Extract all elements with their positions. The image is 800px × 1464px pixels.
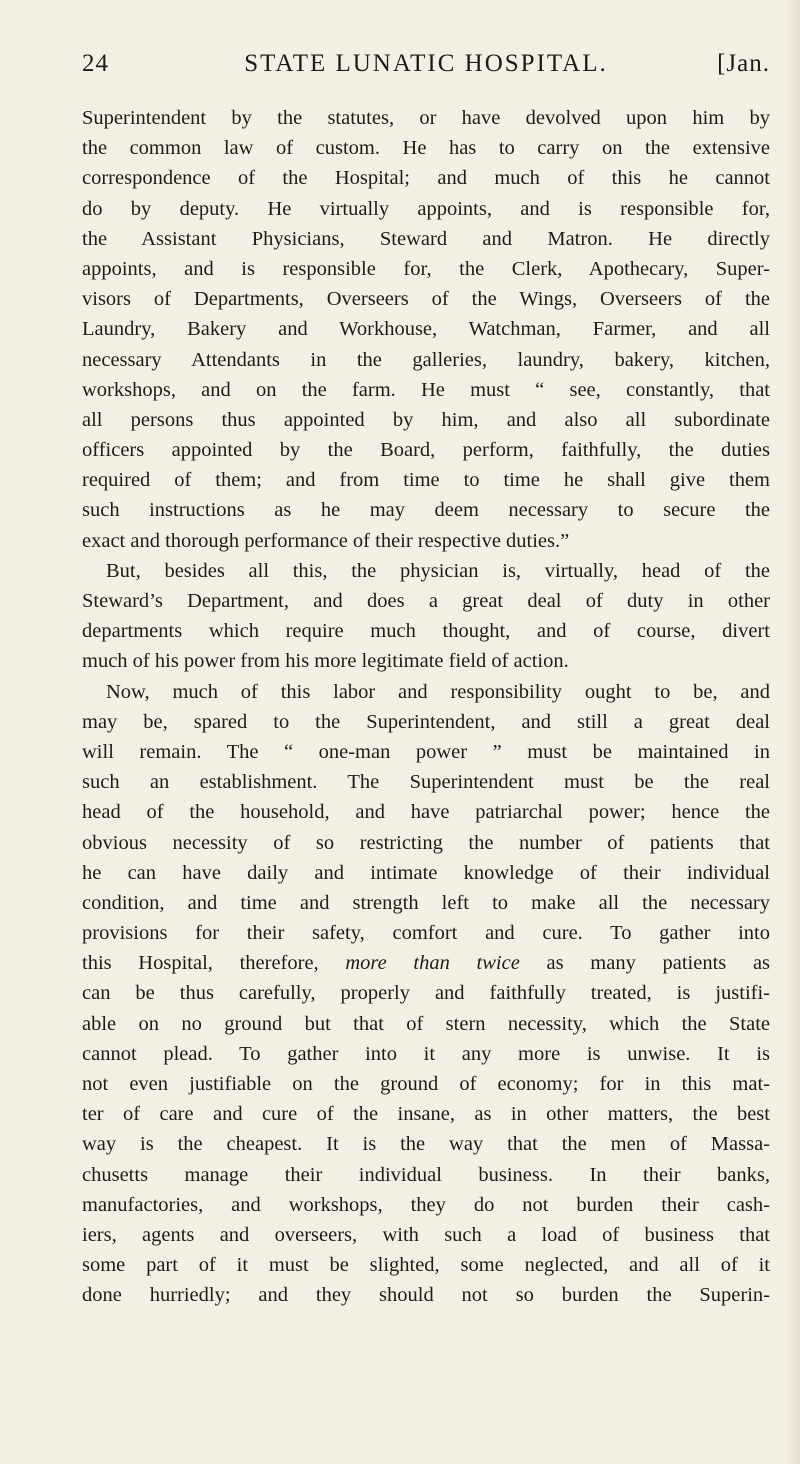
text-line: provisions for their safety, comfort and cure. To gather into bbox=[82, 922, 770, 945]
text-line: iers, agents and overseers, with such a load of business that bbox=[82, 1223, 770, 1246]
text-line: Now, much of this labor and responsibility ought to be, and bbox=[106, 680, 770, 703]
text-line: cannot plead. To gather into it any more is unwise. It is bbox=[82, 1042, 770, 1065]
text-line: will remain. The “ one-man power ” must be maintained in bbox=[82, 740, 770, 763]
text-line: ter of care and cure of the insane, as in other matters, the best bbox=[82, 1103, 770, 1126]
text-line: Laundry, Bakery and Workhouse, Watchman, Farmer, and all bbox=[82, 318, 770, 341]
text-line: can be thus carefully, properly and faithfully treated, is justifi- bbox=[82, 982, 770, 1005]
text-line: officers appointed by the Board, perform, faithfully, the duties bbox=[82, 439, 770, 462]
text-line: manufactories, and workshops, they do not burden their cash- bbox=[82, 1193, 770, 1216]
text-line: the common law of custom. He has to carry on the extensive bbox=[82, 137, 770, 160]
text-line: do by deputy. He virtually appoints, and is responsible for, bbox=[82, 197, 770, 220]
text-line: exact and thorough performance of their respective duties.” bbox=[82, 529, 570, 552]
text-line: But, besides all this, the physician is, virtually, head of the bbox=[106, 559, 770, 582]
text-line: all persons thus appointed by him, and also all subordinate bbox=[82, 408, 770, 431]
text-line: appoints, and is responsible for, the Clerk, Apothecary, Super- bbox=[82, 257, 770, 280]
text-line: able on no ground but that of stern necessity, which the State bbox=[82, 1012, 770, 1035]
date-mark: [Jan. bbox=[717, 50, 770, 77]
page-number: 24 bbox=[82, 50, 109, 77]
text-line-with-italic bbox=[82, 948, 770, 978]
running-title: STATE LUNATIC HOSPITAL. bbox=[244, 50, 608, 77]
text-line: he can have daily and intimate knowledge of their individual bbox=[82, 861, 770, 884]
text-line: head of the household, and have patriarchal power; hence the bbox=[82, 801, 770, 824]
text-line: necessary Attendants in the galleries, laundry, bakery, kitchen, bbox=[82, 348, 770, 371]
text-line: visors of Departments, Overseers of the Wings, Overseers of the bbox=[82, 288, 770, 311]
text-line: required of them; and from time to time he shall give them bbox=[82, 469, 770, 492]
text-line: such instructions as he may deem necessary to secure the bbox=[82, 499, 770, 522]
text-line: correspondence of the Hospital; and much of this he cannot bbox=[82, 167, 770, 190]
text-line: much of his power from his more legitimate field of action. bbox=[82, 650, 569, 673]
italic-emphasis: more than twice bbox=[345, 952, 520, 975]
text-line: workshops, and on the farm. He must “ see, constantly, that bbox=[82, 378, 770, 401]
text-line: obvious necessity of so restricting the number of patients that bbox=[82, 831, 770, 854]
text-line: some part of it must be slighted, some neglected, and all of it bbox=[82, 1254, 770, 1277]
text-line: may be, spared to the Superintendent, and still a great deal bbox=[82, 710, 770, 733]
text-line: condition, and time and strength left to make all the necessary bbox=[82, 891, 770, 914]
text-line: chusetts manage their individual business. In their banks, bbox=[82, 1163, 770, 1186]
text-fragment: as many patients as bbox=[546, 952, 771, 975]
body-text bbox=[82, 103, 770, 1311]
text-line: way is the cheapest. It is the way that the men of Massa- bbox=[82, 1133, 770, 1156]
text-line: done hurriedly; and they should not so burden the Superin- bbox=[82, 1284, 770, 1307]
text-line: such an establishment. The Superintendent must be the real bbox=[82, 771, 770, 794]
text-fragment: this Hospital, therefore, bbox=[82, 952, 319, 975]
page-edge-shadow bbox=[786, 0, 800, 1464]
running-header bbox=[82, 50, 770, 86]
text-line: Superintendent by the statutes, or have devolved upon him by bbox=[82, 107, 770, 129]
text-line: Steward’s Department, and does a great deal of duty in other bbox=[82, 590, 770, 612]
text-line: the Assistant Physicians, Steward and Matron. He directly bbox=[82, 227, 770, 250]
text-line: departments which require much thought, and of course, divert bbox=[82, 620, 770, 643]
text-line: not even justifiable on the ground of economy; for in this mat- bbox=[82, 1073, 770, 1095]
